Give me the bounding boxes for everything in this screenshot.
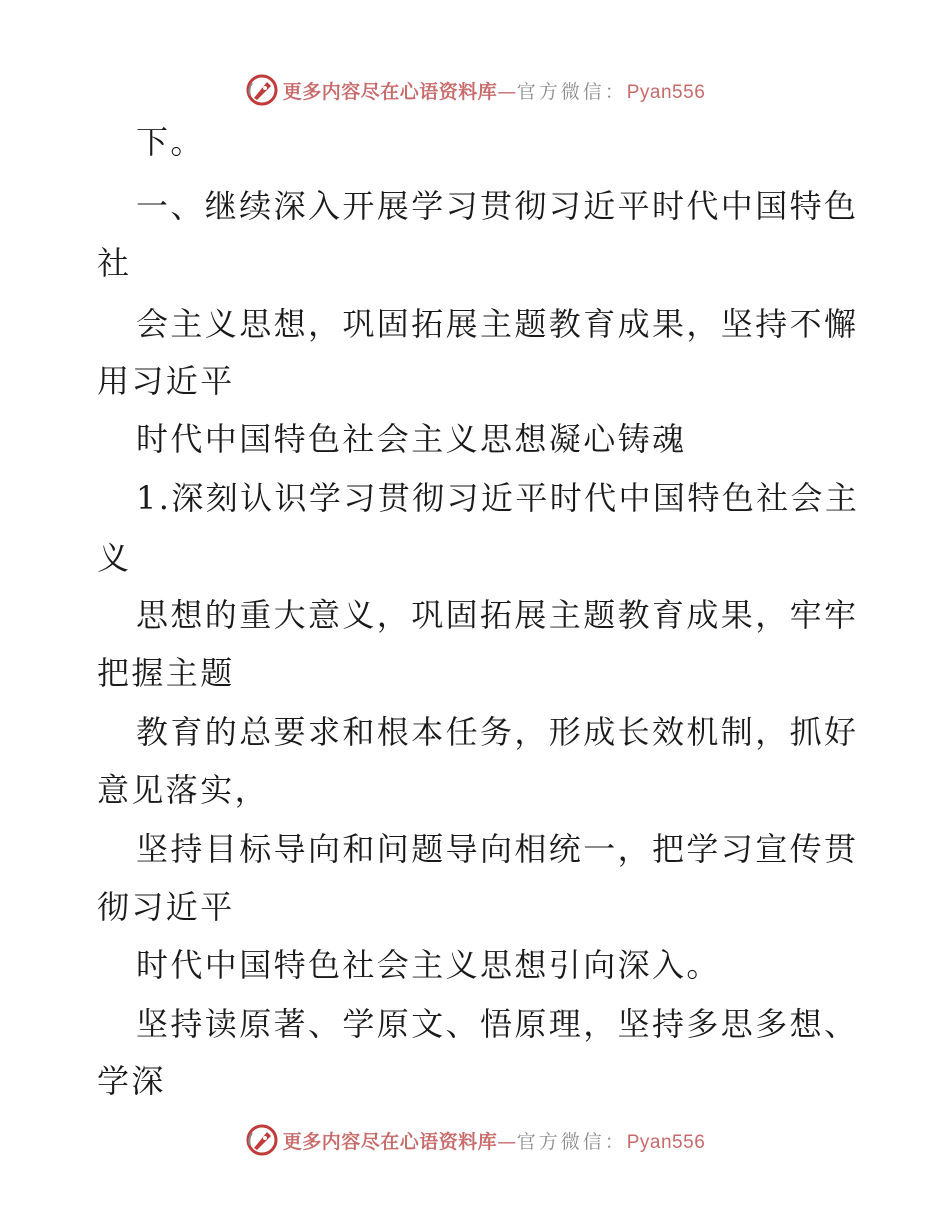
body-line: 坚持目标导向和问题导向相统一，把学习宣传贯 [136,830,859,868]
header-wechat-label: 官方微信： [516,80,627,103]
footer-text [283,1127,706,1154]
body-line: 坚持读原著、学原文、悟原理，坚持多思多想、 [136,1005,859,1043]
header-main-text: 更多内容尽在心语资料库 [282,80,498,103]
body-line: 一、继续深入开展学习贯彻习近平时代中国特色 [136,187,859,225]
body-line: 思想的重大意义，巩固拓展主题教育成果，牢牢 [136,596,859,634]
body-line: 意见落实， [97,771,270,809]
body-line: 教育的总要求和根本任务，形成长效机制，抓好 [136,713,859,751]
pen-nib-icon [245,1123,279,1157]
header-text [283,77,706,104]
body-line: 用习近平 [97,362,235,400]
pen-nib-icon [245,73,279,107]
body-line: 时代中国特色社会主义思想凝心铸魂 [136,420,687,458]
footer-wechat-id: Pyan556 [626,1131,706,1153]
footer-main-text: 更多内容尽在心语资料库 [282,1130,498,1153]
body-line: 学深 [97,1062,166,1100]
body-line: 下。 [136,123,205,161]
body-line: 1.深刻认识学习贯彻习近平时代中国特色社会主 [136,479,860,517]
body-line: 彻习近平 [97,888,235,926]
footer-wechat-label: 官方微信： [516,1130,627,1153]
body-line: 社 [97,244,132,282]
header-wechat-id: Pyan556 [626,81,706,103]
header-banner [0,70,950,110]
body-line: 义 [97,539,132,577]
footer-banner [0,1120,950,1160]
body-line: 把握主题 [97,654,235,692]
header-separator: — [497,80,517,103]
body-line: 时代中国特色社会主义思想引向深入。 [136,946,721,984]
footer-separator: — [497,1130,517,1153]
body-line: 会主义思想，巩固拓展主题教育成果，坚持不懈 [136,305,859,343]
